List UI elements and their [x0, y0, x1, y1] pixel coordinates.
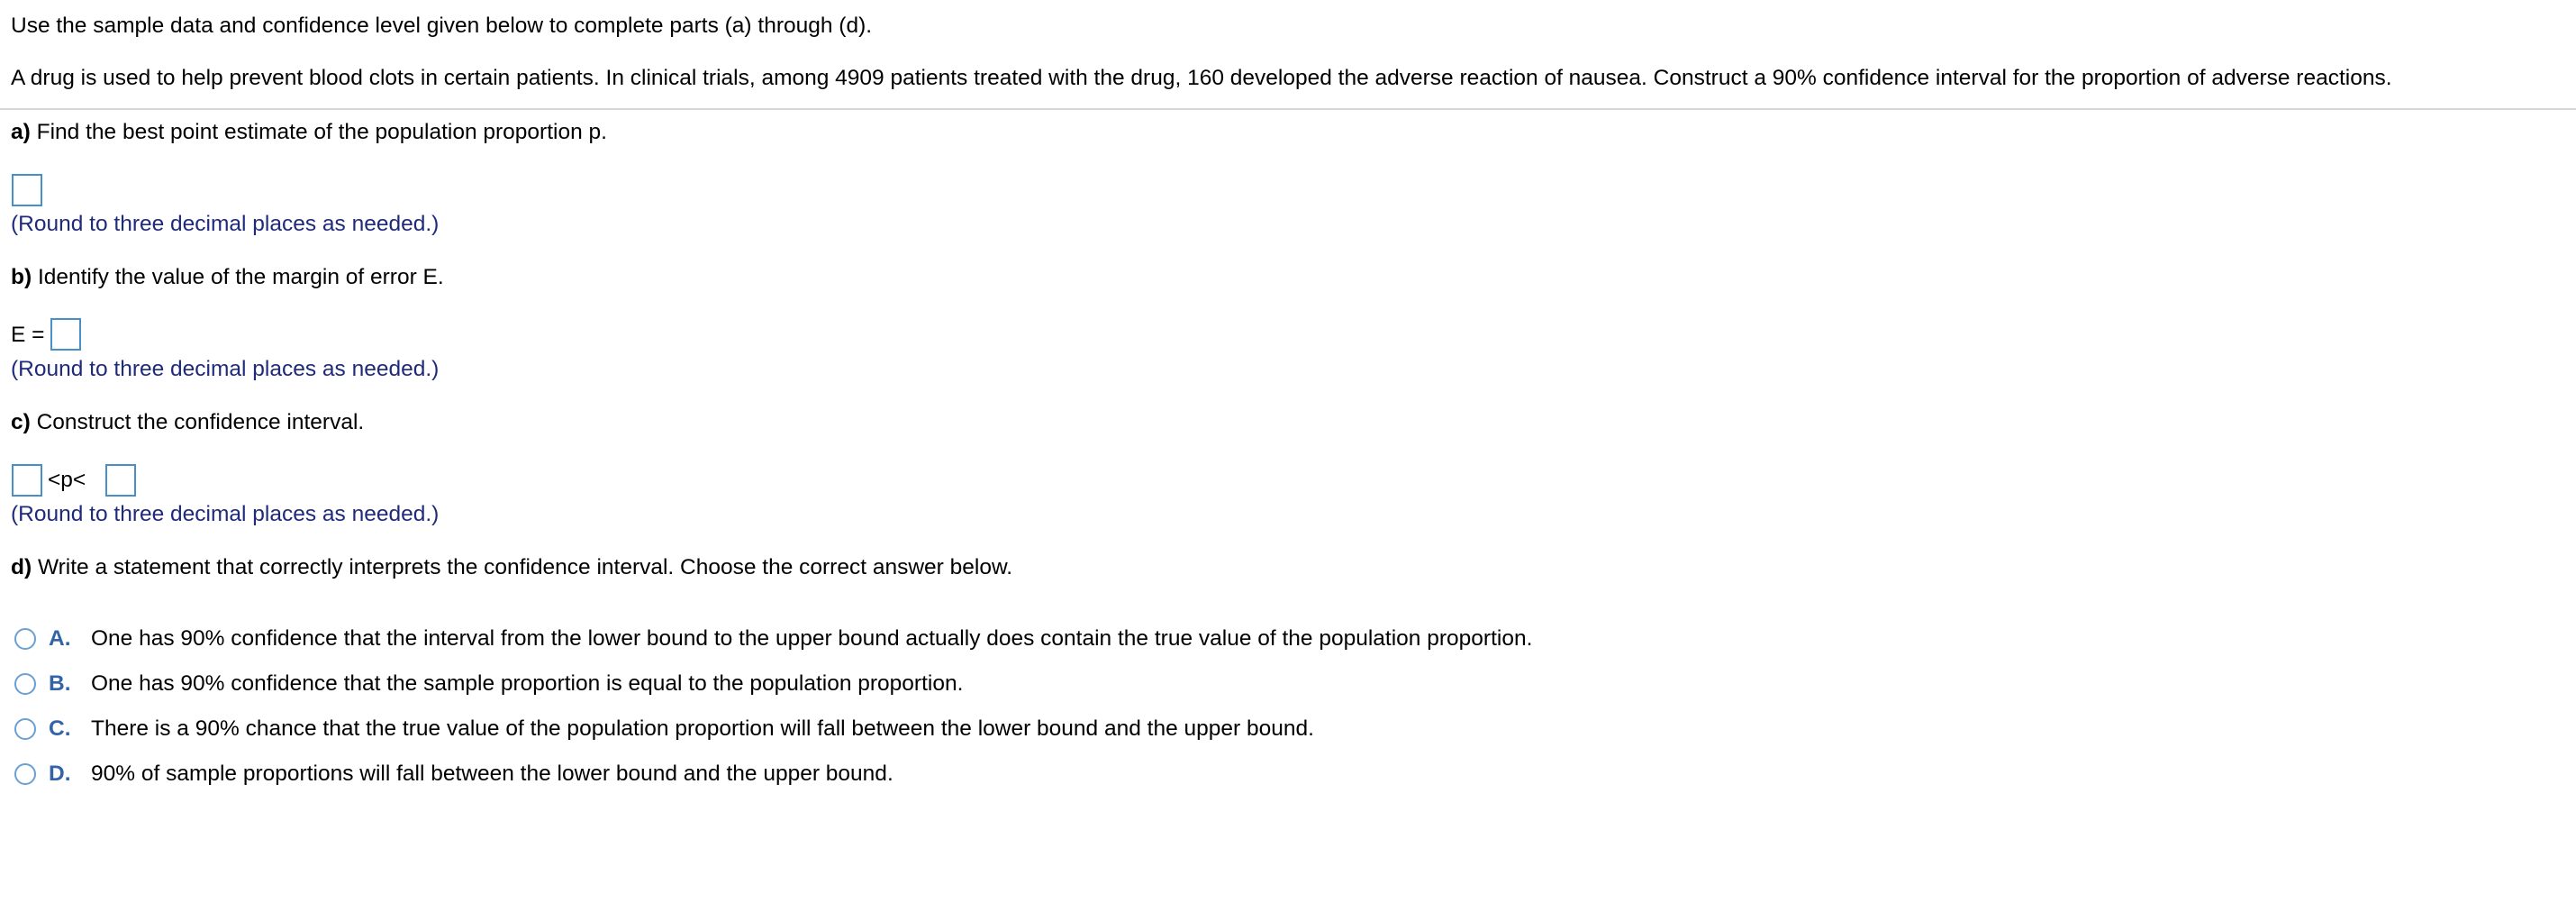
option-c-radio[interactable]	[14, 718, 36, 740]
option-d[interactable]	[0, 756, 1711, 792]
option-c[interactable]	[0, 711, 1711, 747]
part-d-label: d)	[11, 555, 32, 579]
margin-of-error-input[interactable]	[50, 318, 81, 351]
option-a-text: One has 90% confidence that the interval from the lower bound to the upper bound actually does contain the true value of the population proportion.	[91, 626, 1533, 651]
interval-lower-bound-input[interactable]	[12, 464, 42, 497]
part-c-round-hint: (Round to three decimal places as needed.)	[11, 502, 440, 526]
option-c-letter: C.	[49, 716, 71, 741]
section-divider	[0, 108, 2576, 110]
option-c-text: There is a 90% chance that the true value of the population proportion will fall between the lower bound and the upper bound.	[91, 716, 1314, 741]
option-a-letter: A.	[49, 626, 71, 651]
part-b-question-text: Identify the value of the margin of error E.	[37, 265, 444, 289]
part-b-question	[11, 264, 444, 291]
part-a-question	[11, 119, 607, 146]
margin-of-error-prefix: E =	[11, 323, 45, 347]
part-b-round-hint: (Round to three decimal places as needed.)	[11, 357, 440, 381]
problem-statement: A drug is used to help prevent blood clots in certain patients. In clinical trials, among 4909 patients treated with the drug, 160 developed the adverse reaction of nausea. Construct a 90% confidence interval for the proportion of adverse reactions.	[11, 66, 2392, 90]
option-d-text: 90% of sample proportions will fall between the lower bound and the upper bound.	[91, 761, 893, 786]
point-estimate-input[interactable]	[12, 174, 42, 206]
option-a[interactable]	[0, 621, 1711, 657]
part-a-question-text: Find the best point estimate of the population proportion p.	[36, 120, 607, 144]
part-d-question-text: Write a statement that correctly interprets the confidence interval. Choose the correct answer below.	[37, 555, 1013, 579]
interval-inequality: <p<	[48, 468, 86, 492]
part-a-round-hint: (Round to three decimal places as needed.)	[11, 212, 440, 236]
part-c-question-text: Construct the confidence interval.	[36, 410, 365, 434]
option-d-letter: D.	[49, 761, 71, 786]
option-d-radio[interactable]	[14, 763, 36, 785]
part-c-question	[11, 409, 364, 436]
part-d-question	[11, 554, 1012, 581]
option-b[interactable]	[0, 666, 1711, 702]
part-a-label: a)	[11, 120, 31, 144]
option-a-radio[interactable]	[14, 628, 36, 650]
interval-upper-bound-input[interactable]	[105, 464, 136, 497]
option-b-text: One has 90% confidence that the sample proportion is equal to the population proportion.	[91, 671, 964, 696]
part-b-label: b)	[11, 265, 32, 289]
instructions-text: Use the sample data and confidence level given below to complete parts (a) through (d).	[11, 14, 873, 38]
option-b-radio[interactable]	[14, 673, 36, 695]
part-c-label: c)	[11, 410, 31, 434]
option-b-letter: B.	[49, 671, 71, 696]
